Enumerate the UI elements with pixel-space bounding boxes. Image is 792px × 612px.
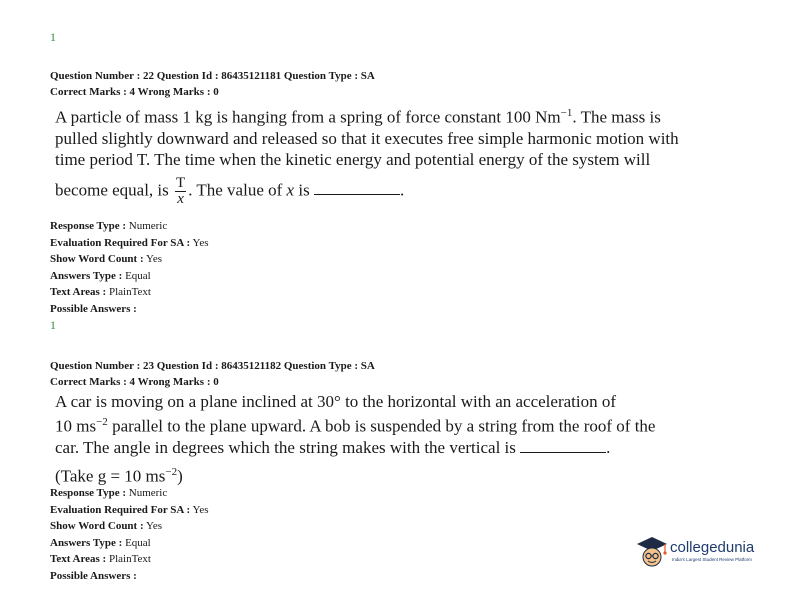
- question-22-line-1: A particle of mass 1 kg is hanging from a spring of force constant 100 $Nm^{-1}$. The mass is: [55, 107, 661, 127]
- question-23-line-4: (Take g = 10 $ms^{-2}$): [55, 465, 183, 486]
- field-text-areas: Text Areas : PlainText: [50, 286, 151, 298]
- field-show-word-count: Show Word Count : Yes: [50, 253, 162, 265]
- question-22-line-3: time period T. The time when the kinetic energy and potential energy of the system will: [55, 149, 651, 169]
- field-possible-answers: Possible Answers :: [50, 569, 137, 582]
- field-answers-type: Answers Type : Equal: [50, 536, 151, 549]
- question-22-answer-value: 1: [50, 318, 56, 332]
- question-23-body: [55, 391, 763, 486]
- logo-tagline: India's Largest Student Review Platform: [672, 557, 752, 562]
- question-23-meta: [50, 358, 375, 390]
- answer-blank: [520, 440, 606, 453]
- question-23-marks: Correct Marks : 4 Wrong Marks : 0: [50, 376, 219, 388]
- question-22-body: [55, 103, 763, 207]
- logo-wordmark: collegedunia: [670, 539, 755, 556]
- previous-answer-value: 1: [50, 30, 56, 44]
- question-22-header: Question Number : 22 Question Id : 86435121181 Question Type : SA: [50, 70, 375, 82]
- field-answers-type: Answers Type : Equal: [50, 269, 151, 282]
- question-22-marks: Correct Marks : 4 Wrong Marks : 0: [50, 86, 219, 98]
- field-response-type: Response Type : Numeric: [50, 487, 168, 499]
- question-23-line-3: car. The angle in degrees which the string makes with the vertical is .: [55, 437, 611, 457]
- question-22-fields: [50, 218, 209, 317]
- question-23-fields: [50, 485, 209, 584]
- graduate-cap-icon: [636, 535, 668, 569]
- answer-blank: [314, 182, 400, 195]
- field-text-areas: Text Areas : PlainText: [50, 553, 151, 565]
- question-22-meta: [50, 68, 375, 100]
- field-response-type: Response Type : Numeric: [50, 220, 168, 232]
- fraction-t-over-x: $\frac{T}{x}$: [176, 174, 186, 207]
- field-evaluation-required: Evaluation Required For SA : Yes: [50, 236, 209, 249]
- field-possible-answers: Possible Answers :: [50, 302, 137, 315]
- field-evaluation-required: Evaluation Required For SA : Yes: [50, 503, 209, 516]
- collegedunia-logo: [636, 535, 766, 571]
- question-22-line-2: pulled slightly downward and released so that it executes free simple harmonic motion with: [55, 128, 679, 148]
- question-23-line-1: A car is moving on a plane inclined at 30° to the horizontal with an acceleration of: [55, 392, 617, 411]
- field-show-word-count: Show Word Count : Yes: [50, 520, 162, 532]
- question-23-header: Question Number : 23 Question Id : 86435121182 Question Type : SA: [50, 360, 375, 372]
- question-23-line-2: 10 $ms^{-2}$ parallel to the plane upward. A bob is suspended by a string from the roof of the: [55, 416, 656, 436]
- question-22-line-4: become equal, is $\frac{T}{x}$ . The value of x is .: [55, 174, 405, 207]
